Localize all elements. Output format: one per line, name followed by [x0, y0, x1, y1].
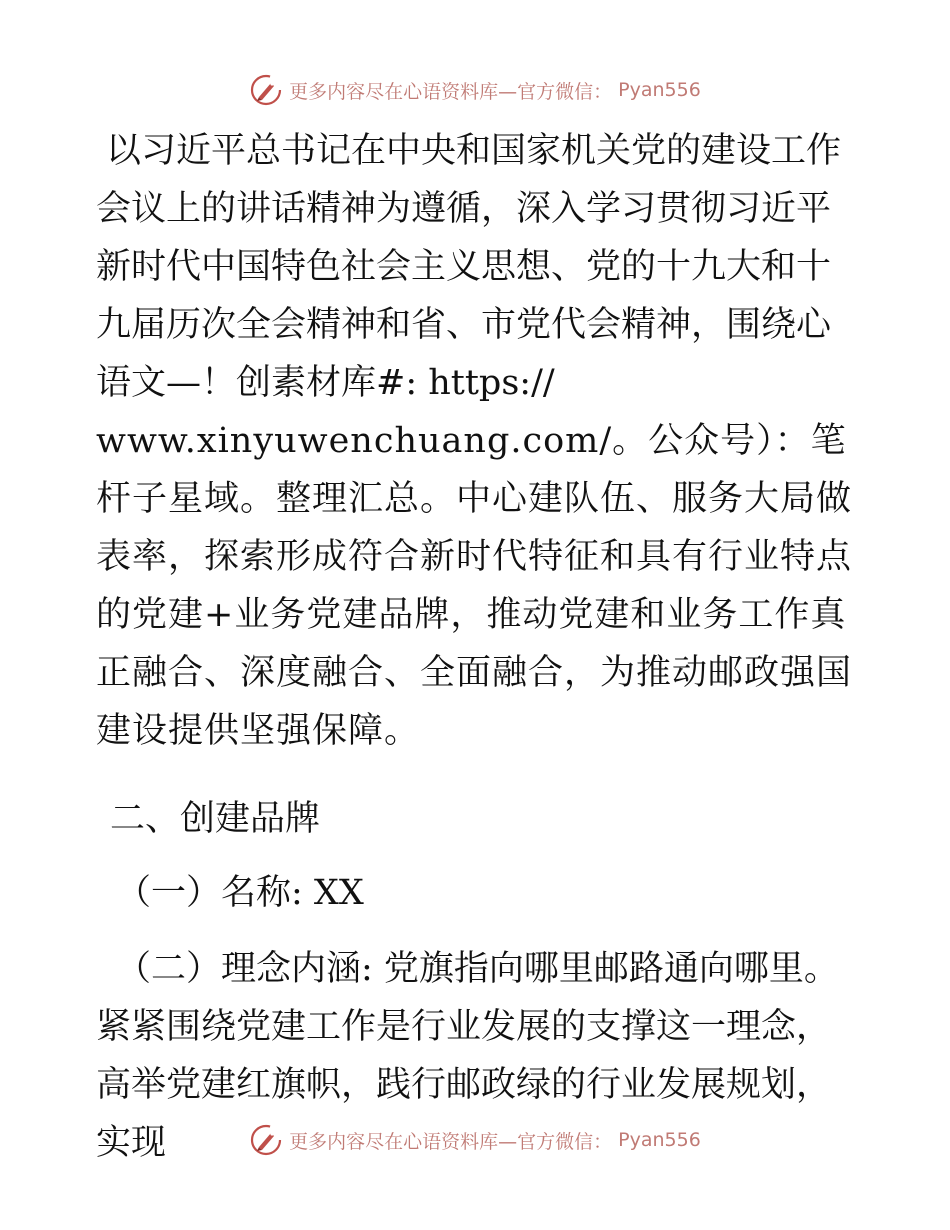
pen-nib-logo-icon — [249, 1123, 283, 1157]
watermark-handle: Pyan556 — [618, 1129, 701, 1151]
paragraph-continuation: www.xinyuwenchuang.com/。公众号）：笔杆子星域。整理汇总。中心建队伍、服务大局做表率，探索形成符合新时代特征和具有行业特点的党建+业务党建品牌，推动党建和业务工作真正融合、深度融合、全面融合，为推动邮政强国建设提供坚强保障。 — [96, 421, 853, 751]
item-name: （一）名称: XX — [116, 873, 364, 913]
document-body — [96, 122, 856, 1172]
watermark-header — [0, 70, 950, 110]
watermark-text: 更多内容尽在心语资料库—官方微信： — [289, 80, 613, 103]
item-concept: （二）理念内涵: 党旗指向哪里邮路通向哪里。紧紧围绕党建工作是行业发展的支撑这一理念，高举党建红旗帜，践行邮政绿的行业发展规划，实现 — [96, 949, 839, 1163]
pen-nib-logo-icon — [249, 73, 283, 107]
watermark-footer — [0, 1120, 950, 1160]
paragraph-intro: 以习近平总书记在中央和国家机关党的建设工作会议上的讲话精神为遵循，深入学习贯彻习近平新时代中国特色社会主义思想、党的十九大和十九届历次全会精神和省、市党代会精神，围绕心语文—！创素材库#: https:// — [96, 131, 842, 403]
section-heading-create-brand: 二、创建品牌 — [110, 799, 321, 839]
watermark-text: 更多内容尽在心语资料库—官方微信： — [289, 1130, 613, 1153]
watermark-handle: Pyan556 — [618, 79, 701, 101]
